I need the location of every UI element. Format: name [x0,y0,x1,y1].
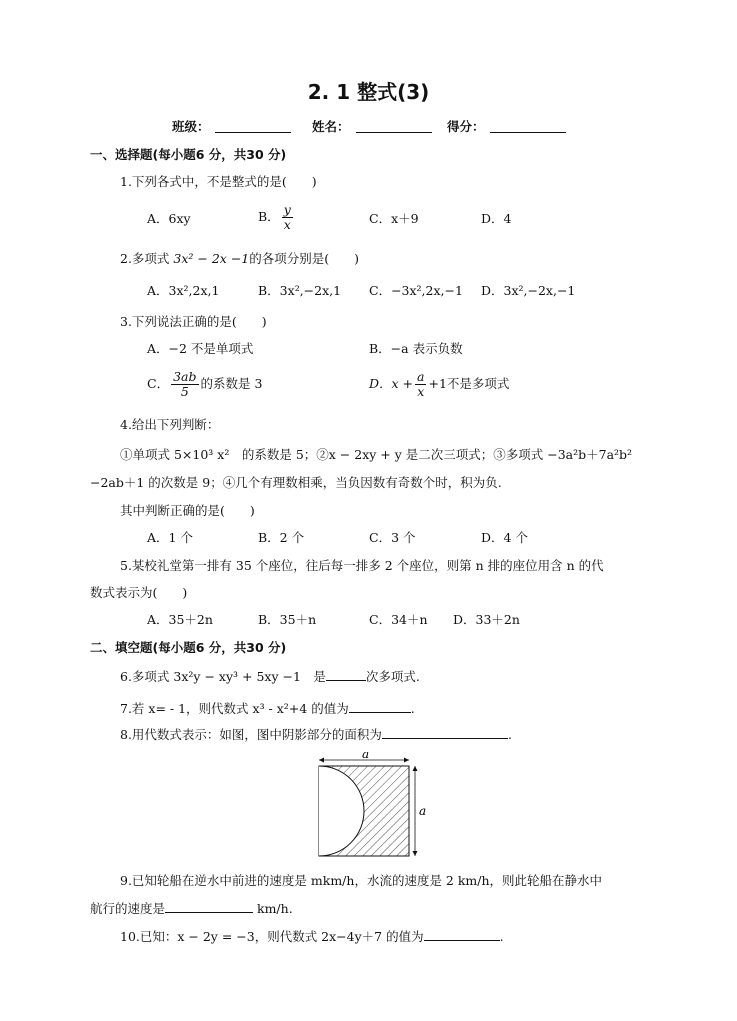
q3-option-b: B．−a 表示负数 [369,341,463,356]
q3-d-fraction-den: x [417,384,425,399]
q7-post: . [410,701,415,716]
q8-pre: 8.用代数式表示：如图，图中阴影部分的面积为 [120,727,382,742]
shaded-square-figure [305,752,435,864]
q3-stem: 3.下列说法正确的是( ) [120,314,267,329]
q6-post: 次多项式. [365,669,420,684]
name-label: 姓名： [312,119,350,134]
q4-line3: 其中判断正确的是( ) [120,503,255,518]
q2-stem [120,250,359,268]
q1-fraction-den: x [283,217,291,232]
q8-blank[interactable] [382,726,508,739]
q3-option-d [369,370,509,399]
q2-option-b: B．3x²,−2x,1 [258,283,342,298]
q5-option-c: C．34＋n [369,612,428,627]
q4-option-c: C．3 个 [369,530,416,545]
q9-line2-pre: 航行的速度是 [90,901,166,916]
q1-stem: 1.下列各式中，不是整式的是( ) [120,174,317,189]
q4-line1 [120,446,632,464]
q5-line2: 数式表示为( ) [90,585,188,600]
q10-post: . [499,929,504,944]
top-side-label: a [362,752,370,761]
q1-option-b-label: B． [258,209,280,224]
section1-heading: 一、选择题(每小题6 分，共30 分) [90,147,287,162]
q5-line1: 5.某校礼堂第一排有 35 个座位，往后每一排多 2 个座位，则第 n 排的座位用含 n 的代 [120,558,604,573]
page-title: 2. 1 整式(3) [307,80,430,104]
class-blank[interactable] [215,120,291,133]
q2-expression: 3x² − 2x −1 [173,251,250,266]
q3-c-fraction-num: 3ab [173,369,197,384]
right-arrow-top [413,766,418,771]
class-label: 班级： [172,119,210,134]
q3-option-a: A．−2 不是单项式 [147,341,254,356]
right-side-label: a [419,804,427,818]
q9-line2 [90,900,293,918]
q4-option-d: D．4 个 [481,530,528,545]
q1-fraction [282,203,293,232]
q10-pre: 10.已知：x − 2y = −3，则代数式 2x−4y＋7 的值为 [120,929,424,944]
q4-option-b: B．2 个 [258,530,305,545]
q6-blank[interactable] [326,668,366,681]
q9-line1: 9.已知轮船在逆水中前进的速度是 mkm/h，水流的速度是 2 km/h，则此轮船在静水中 [120,873,603,888]
q3-option-d-post: +1不是多项式 [428,376,510,391]
q4-option-a: A．1 个 [147,530,193,545]
q3-option-c-label: C． [147,376,170,391]
q7-blank[interactable] [349,700,411,713]
right-arrow-bottom [413,851,418,856]
q1-option-a: A．6xy [147,211,191,226]
q2-option-d: D．3x²,−2x,−1 [481,283,576,298]
q10-blank[interactable] [424,928,500,941]
q2-stem-post: 的各项分别是( ) [249,251,360,266]
q1-option-d: D．4 [481,211,512,226]
q8-post: . [507,727,512,742]
q5-option-a: A．35＋2n [147,612,213,627]
q3-d-fraction-num: a [417,369,425,384]
q5-option-b: B．35＋n [258,612,317,627]
q10 [120,928,504,946]
q3-option-c [147,370,262,399]
q1-option-c: C．x＋9 [369,211,419,226]
q8 [120,726,512,744]
section2-heading: 二、填空题(每小题6 分，共30 分) [90,640,287,655]
q9-blank[interactable] [165,900,253,913]
q6-pre: 6.多项式 3x²y − xy³ + 5xy −1 是 [120,669,326,684]
q4-line1-pre: ①单项式 5×10³ x² 的系数是 5；② [120,447,329,462]
q3-option-d-pre: D．x + [369,376,414,391]
q7-pre: 7.若 x= - 1，则代数式 x³ - x²+4 的值为 [120,701,349,716]
q3-c-fraction [171,370,198,399]
q1-option-b [258,203,295,232]
q3-d-fraction [415,370,426,399]
q5-option-d: D．33＋2n [453,612,520,627]
score-blank[interactable] [490,120,566,133]
name-blank[interactable] [356,120,432,133]
q1-fraction-num: y [283,202,291,217]
q4-line2: −2ab＋1 的次数是 9；④几个有理数相乘，当负因数有奇数个时，积为负. [90,475,502,490]
q3-c-fraction-den: 5 [180,384,189,399]
q3-option-c-post: 的系数是 3 [200,376,263,391]
q4-line1-mid: x − 2xy + y 是二次三项式；③多项式 −3a²b＋7a²b² [328,447,633,462]
top-arrow-right [404,758,409,763]
q2-option-c: C．−3x²,2x,−1 [369,283,463,298]
q9-line2-post: km/h. [257,901,293,916]
score-label: 得分： [447,119,485,134]
q7 [120,700,415,718]
q4-stem: 4.给出下列判断： [120,417,220,432]
q2-stem-pre: 2.多项式 [120,251,174,266]
q2-option-a: A．3x²,2x,1 [147,283,220,298]
q6 [120,668,420,686]
top-arrow-left [319,758,324,763]
